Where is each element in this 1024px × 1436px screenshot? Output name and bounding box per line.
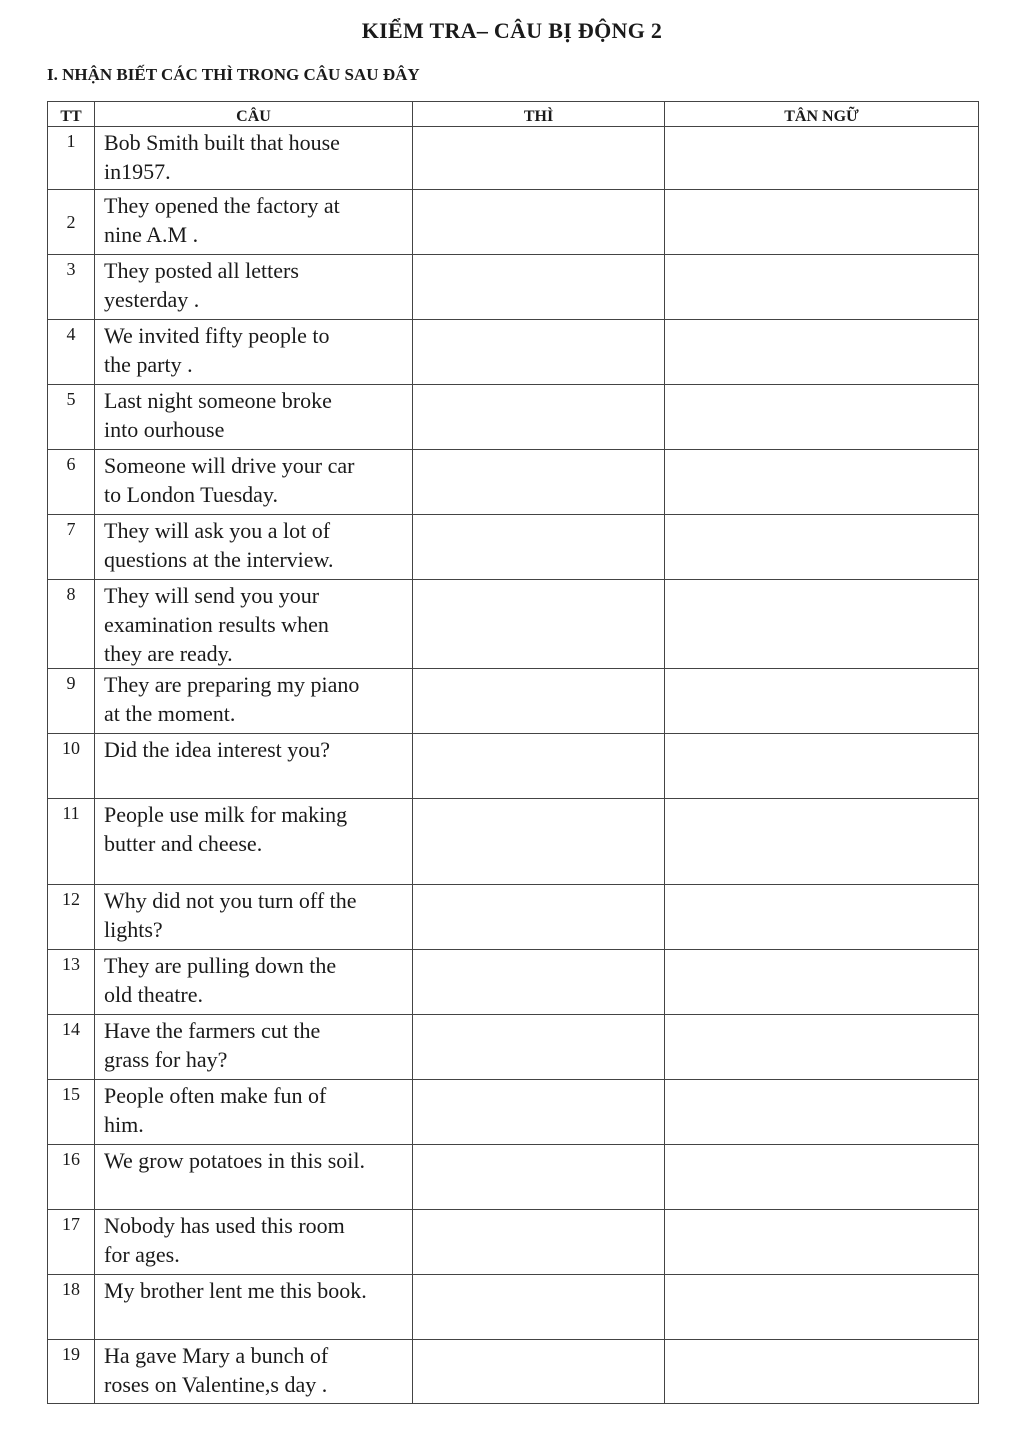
tense-answer-cell[interactable] [413,255,665,320]
object-answer-cell[interactable] [665,127,979,190]
table-row [48,1210,979,1275]
header-row [48,102,979,127]
object-answer-cell[interactable] [665,1080,979,1145]
object-answer-cell[interactable] [665,1340,979,1404]
tense-answer-cell[interactable] [413,1275,665,1340]
table-row [48,580,979,669]
header-object: TÂN NGỮ [665,102,979,127]
object-answer-cell[interactable] [665,885,979,950]
row-number: 9 [48,669,95,734]
row-number: 19 [48,1340,95,1404]
row-number: 10 [48,734,95,799]
table-row [48,1275,979,1340]
object-answer-cell[interactable] [665,799,979,885]
sentence-cell: Ha gave Mary a bunch of roses on Valentine,s day . [95,1340,413,1404]
table-row [48,450,979,515]
table-row [48,385,979,450]
table-row [48,734,979,799]
tense-answer-cell[interactable] [413,190,665,255]
row-number: 3 [48,255,95,320]
tense-answer-cell[interactable] [413,580,665,669]
tense-answer-cell[interactable] [413,1080,665,1145]
row-number: 2 [48,190,95,255]
sentence-cell: My brother lent me this book. [95,1275,413,1340]
tense-answer-cell[interactable] [413,885,665,950]
table-row [48,885,979,950]
table-row [48,127,979,190]
row-number: 11 [48,799,95,885]
row-number: 15 [48,1080,95,1145]
sentence-cell: They will send you your examination results when they are ready. [95,580,413,669]
row-number: 4 [48,320,95,385]
object-answer-cell[interactable] [665,1015,979,1080]
tense-answer-cell[interactable] [413,1015,665,1080]
object-answer-cell[interactable] [665,734,979,799]
table-row [48,190,979,255]
sentence-cell: They will ask you a lot of questions at the interview. [95,515,413,580]
sentence-cell: Why did not you turn off the lights? [95,885,413,950]
tense-answer-cell[interactable] [413,1210,665,1275]
table-row [48,950,979,1015]
row-number: 13 [48,950,95,1015]
object-answer-cell[interactable] [665,1275,979,1340]
object-answer-cell[interactable] [665,580,979,669]
row-number: 17 [48,1210,95,1275]
object-answer-cell[interactable] [665,450,979,515]
row-number: 6 [48,450,95,515]
object-answer-cell[interactable] [665,255,979,320]
object-answer-cell[interactable] [665,669,979,734]
table-row [48,799,979,885]
object-answer-cell[interactable] [665,190,979,255]
row-number: 16 [48,1145,95,1210]
table-row [48,1080,979,1145]
object-answer-cell[interactable] [665,950,979,1015]
object-answer-cell[interactable] [665,515,979,580]
tense-answer-cell[interactable] [413,1145,665,1210]
object-answer-cell[interactable] [665,1145,979,1210]
tense-answer-cell[interactable] [413,515,665,580]
table-row [48,1340,979,1404]
header-tense: THÌ [413,102,665,127]
header-sentence: CÂU [95,102,413,127]
sentence-cell: We grow potatoes in this soil. [95,1145,413,1210]
object-answer-cell[interactable] [665,320,979,385]
row-number: 18 [48,1275,95,1340]
sentence-cell: Nobody has used this room for ages. [95,1210,413,1275]
table-row [48,255,979,320]
sentence-cell: They are pulling down the old theatre. [95,950,413,1015]
tense-answer-cell[interactable] [413,385,665,450]
sentence-cell: People often make fun of him. [95,1080,413,1145]
table-row [48,320,979,385]
sentence-cell: They posted all letters yesterday . [95,255,413,320]
row-number: 14 [48,1015,95,1080]
tense-answer-cell[interactable] [413,799,665,885]
table-row [48,1015,979,1080]
row-number: 5 [48,385,95,450]
table-row [48,515,979,580]
sentence-cell: Bob Smith built that house in1957. [95,127,413,190]
section-heading: I. NHẬN BIẾT CÁC THÌ TRONG CÂU SAU ĐÂY [47,65,420,84]
sentence-cell: People use milk for making butter and cheese. [95,799,413,885]
object-answer-cell[interactable] [665,385,979,450]
sentence-cell: We invited fifty people to the party . [95,320,413,385]
header-number: TT [48,102,95,127]
sentence-cell: Did the idea interest you? [95,734,413,799]
table-row [48,669,979,734]
sentence-cell: Have the farmers cut the grass for hay? [95,1015,413,1080]
row-number: 8 [48,580,95,669]
tense-answer-cell[interactable] [413,450,665,515]
row-number: 7 [48,515,95,580]
sentence-cell: Last night someone broke into ourhouse [95,385,413,450]
tense-answer-cell[interactable] [413,950,665,1015]
tense-answer-cell[interactable] [413,320,665,385]
sentence-cell: They opened the factory at nine A.M . [95,190,413,255]
tense-answer-cell[interactable] [413,669,665,734]
page-title: KIỂM TRA– CÂU BỊ ĐỘNG 2 [361,18,663,43]
sentence-cell: They are preparing my piano at the moment. [95,669,413,734]
exercise-table [47,101,979,1404]
row-number: 12 [48,885,95,950]
sentence-cell: Someone will drive your car to London Tuesday. [95,450,413,515]
tense-answer-cell[interactable] [413,127,665,190]
row-number: 1 [48,127,95,190]
tense-answer-cell[interactable] [413,1340,665,1404]
object-answer-cell[interactable] [665,1210,979,1275]
tense-answer-cell[interactable] [413,734,665,799]
table-row [48,1145,979,1210]
